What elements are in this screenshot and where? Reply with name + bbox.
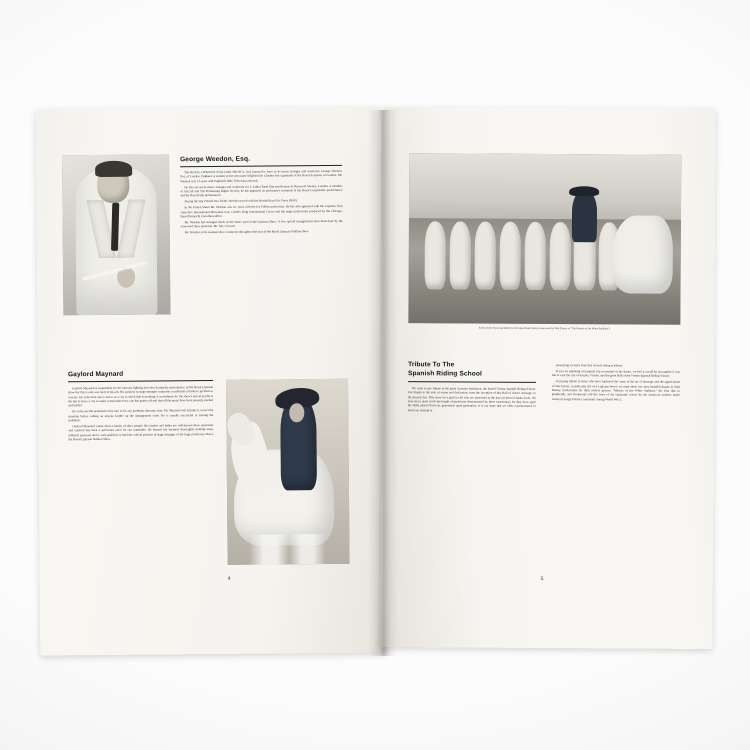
paragraph: During the War (World War II) Mr. Weedon served with the British Royal Air Force (RAF). [184, 198, 298, 204]
right-page-number: 5 [540, 575, 544, 582]
paragraph: Gaylord Maynard comes from a family of show people. His mother and father are well-known show musicians and Gaylord has been a performer since he can remember. He learned the business thoroughly holding many different positions and is well-qualified to hold the critical position of stage manager of the huge production that is the Royal Lipizzan Stallion Show. [68, 422, 214, 442]
open-booklet [38, 108, 714, 658]
paragraph: Gaylord Maynard is responsible for the intricate lighting direction during the performance of the Royal Lipizzan show but this is only one facet of his job. His position as stage manager comprises a multitude of tasks to perform or oversee. He is the first one to arrive in a city to check that everything is in readiness for the show's arrival and he is the last to leave a city to make certain that every one has gotten off and that all the props have been properly packed and loaded. [68, 384, 214, 408]
paragraph: Mr. Weedon is the resident show conductor throughout the tour of the Royal Lipizzan Stallion show. [184, 229, 309, 235]
paragraph: presenting excerpts from this revered riding academy. [556, 363, 623, 368]
paragraph: In paying tribute to those who have furthered the cause of the art of dressage and the appreciation of fine horses, in particular the rare Lipizzan breed, we must shout our most heartfelt thanks to Walt Disney Productions for their motion picture, "Miracle of the White Stallions," the film that so graphically and eloquently told the story of the Lipizzans' rescue by the American soldiers under General George Patton's command, during World War 2. [551, 379, 680, 402]
george-weedon-body [180, 169, 343, 236]
left-page-number: 4 [227, 575, 231, 582]
tribute-column-1 [408, 386, 536, 414]
george-weedon-rule [180, 165, 342, 167]
tribute-column-2 [552, 363, 680, 403]
photo-lipizzan-herd [408, 153, 681, 325]
gaylord-maynard-body [68, 385, 213, 443]
photo-caption: Scene of the rescue and battle by the United States Army (as pictured by Walt Disney in "The Miracle of the White Stallions") [478, 326, 610, 331]
tribute-heading [408, 361, 538, 379]
gaylord-maynard-heading: Gaylord Maynard [67, 370, 124, 379]
paragraph: He is the one the performers first turn to for any problems that may arise. Mr. Maynard will attempt to correct the situation before calling on anyone further up the management scale. He is usually successful in solving the problems. [68, 408, 214, 423]
portrait-george-weedon-photo [62, 154, 170, 315]
paragraph: The ROYAL LIPIZZAN STALLION SHOW is very honored to have as its music arranger and conductor, George Weedon, Esq. of London, England. A student of the renowned Siegfried De Charbot and a graduate of the Royal Academy of London, Mr. Weedon was 14 years with England's BBC Television network. [180, 168, 343, 183]
paragraph: We wish to pay tribute to the great Austrian institution, the famed Vienna Spanish Riding School. Our thanks to the men of vision and dedication, from the inception of this Hall of classic dressage, to the present day. They have set a goal for all who are interested in the true art form of haute école. We may never quite reach the height of perfection demonstrated by these equestrians, for they drew upon the skills passed down by generation upon generation. It is our hope that we offer a performance to merit our attempt at [407, 386, 536, 413]
photo-lipizzan-rider [226, 379, 350, 565]
right-page [380, 107, 715, 649]
left-page [36, 107, 386, 656]
paragraph: He also served as music arranger and conductor for J. Arthur Rank film productions at Pinewood Studios, London. A member of ASCAP and The Performing Rights Society, he has appeared on performer's invitation at the Royal Commander performance and the Royal Film performance. [180, 183, 343, 198]
paragraph: If you are planning a European trip at anytime in the future, we feel it would be incomplete if you fail to visit the city of dreams, Vienna, and the great Hall of the Vienna Spanish Riding School. [552, 368, 681, 379]
george-weedon-heading: George Weedon, Esq. [180, 155, 251, 164]
paragraph: Mr. Weedon has arranged much of the music used at the Lipizzan Show. A few special arrangements have been done by the renowned show musician, Mr. Issy Cervone. [180, 218, 343, 229]
tribute-heading-line2: Spanish Riding School [408, 369, 482, 378]
tribute-heading-line1: Tribute To The [408, 361, 455, 369]
paragraph: In the United States Mr. Weedon was six years with the Ice Follies production. He has also appeared with the Capades, Don Ameche's International Showtime tour, Castle's King International Circus and the stage productions produced by the Chicago-based Barnes & Carruthers office. [180, 204, 343, 219]
gaylord-maynard-rule [68, 380, 213, 382]
tribute-rule [408, 381, 536, 383]
